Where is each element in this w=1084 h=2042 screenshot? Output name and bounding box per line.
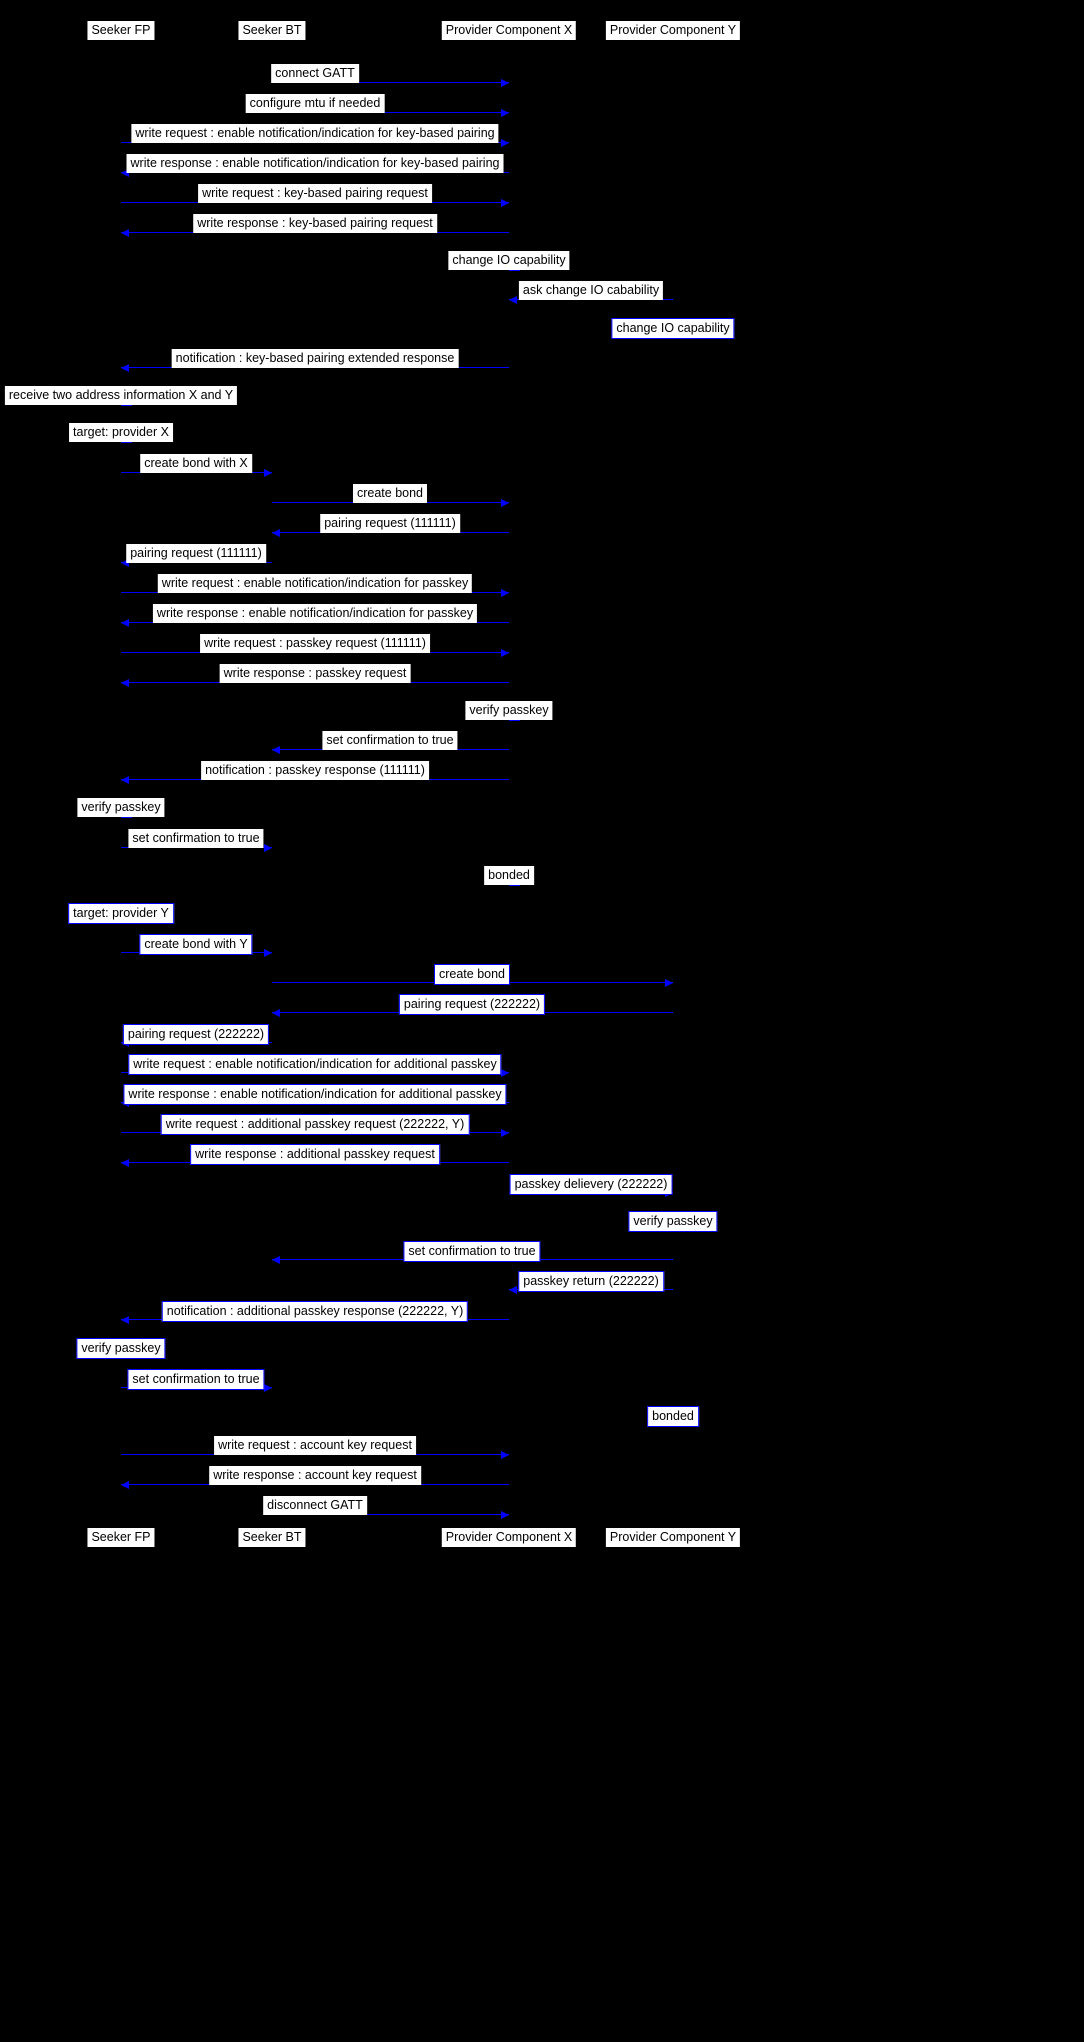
message-label: pairing request (222222) [123, 1024, 269, 1045]
message-label: verify passkey [76, 1338, 165, 1359]
message-label: pairing request (222222) [399, 994, 545, 1015]
lifeline-footer-2: Provider Component X [442, 1528, 576, 1547]
message-arrowhead [264, 469, 272, 477]
message-arrowhead [509, 1286, 517, 1294]
message-label: change IO capability [448, 251, 569, 270]
message-label: create bond [434, 964, 510, 985]
message-label: pairing request (111111) [126, 544, 266, 563]
message-arrowhead [121, 364, 129, 372]
message-label: change IO capability [611, 318, 734, 339]
message-arrowhead [501, 1129, 509, 1137]
message-arrowhead [501, 499, 509, 507]
message-label: create bond with Y [139, 934, 252, 955]
message-label: write request : account key request [214, 1436, 416, 1455]
message-arrowhead [272, 746, 280, 754]
message-arrowhead [121, 1316, 129, 1324]
message-arrowhead [501, 79, 509, 87]
message-label: write response : enable notification/indication for key-based pairing [127, 154, 504, 173]
lifeline-provider_y [673, 42, 674, 1528]
message-arrowhead [121, 1159, 129, 1167]
lifeline-header-provider_y: Provider Component Y [606, 21, 740, 40]
message-label: notification : additional passkey response (222222, Y) [162, 1301, 468, 1322]
message-arrowhead [121, 776, 129, 784]
message-label: write response : account key request [209, 1466, 421, 1485]
message-label: write response : enable notification/indication for additional passkey [123, 1084, 506, 1105]
message-label: ask change IO cabability [519, 281, 663, 300]
lifeline-footer-0: Seeker FP [87, 1528, 154, 1547]
message-arrowhead [501, 1451, 509, 1459]
message-label: bonded [484, 866, 534, 885]
message-label: notification : key-based pairing extended response [172, 349, 459, 368]
message-arrowhead [264, 844, 272, 852]
message-arrowhead [272, 1256, 280, 1264]
message-label: connect GATT [271, 64, 359, 83]
message-label: create bond [353, 484, 427, 503]
message-arrowhead [264, 1384, 272, 1392]
message-arrowhead [272, 529, 280, 537]
message-arrowhead [121, 229, 129, 237]
lifeline-header-seeker_fp: Seeker FP [87, 21, 154, 40]
message-label: set confirmation to true [128, 829, 263, 848]
message-arrowhead [509, 296, 517, 304]
message-arrowhead [501, 199, 509, 207]
message-label: pairing request (111111) [320, 514, 460, 533]
message-label: set confirmation to true [127, 1369, 264, 1390]
lifeline-header-seeker_bt: Seeker BT [238, 21, 305, 40]
message-label: notification : passkey response (111111) [201, 761, 429, 780]
lifeline-seeker_fp [121, 42, 122, 1528]
message-label: write request : enable notification/indication for key-based pairing [131, 124, 498, 143]
message-label: verify passkey [628, 1211, 717, 1232]
message-label: bonded [647, 1406, 699, 1427]
message-arrowhead [121, 679, 129, 687]
message-label: verify passkey [465, 701, 552, 720]
message-label: configure mtu if needed [246, 94, 385, 113]
message-label: set confirmation to true [403, 1241, 540, 1262]
message-arrowhead [501, 109, 509, 117]
message-label: target: provider Y [68, 903, 174, 924]
message-label: write request : passkey request (111111) [200, 634, 430, 653]
message-label: write response : passkey request [220, 664, 411, 683]
message-arrowhead [501, 649, 509, 657]
message-arrowhead [501, 589, 509, 597]
message-arrowhead [501, 1069, 509, 1077]
message-label: disconnect GATT [263, 1496, 367, 1515]
lifeline-footer-1: Seeker BT [238, 1528, 305, 1547]
message-arrowhead [665, 979, 673, 987]
message-label: write request : additional passkey request (222222, Y) [161, 1114, 470, 1135]
message-label: write response : key-based pairing request [193, 214, 437, 233]
lifeline-header-provider_x: Provider Component X [442, 21, 576, 40]
message-label: receive two address information X and Y [5, 386, 237, 405]
message-arrowhead [272, 1009, 280, 1017]
message-label: passkey return (222222) [518, 1271, 664, 1292]
message-arrowhead [264, 949, 272, 957]
message-label: write request : key-based pairing request [198, 184, 432, 203]
message-label: target: provider X [69, 423, 173, 442]
message-label: passkey delievery (222222) [510, 1174, 673, 1195]
message-arrowhead [121, 619, 129, 627]
message-label: verify passkey [77, 798, 164, 817]
lifeline-footer-3: Provider Component Y [606, 1528, 740, 1547]
message-label: write request : enable notification/indication for additional passkey [128, 1054, 501, 1075]
message-label: create bond with X [140, 454, 252, 473]
message-arrowhead [501, 139, 509, 147]
message-arrowhead [501, 1511, 509, 1519]
message-label: set confirmation to true [322, 731, 457, 750]
message-label: write response : additional passkey request [190, 1144, 440, 1165]
message-arrowhead [121, 1481, 129, 1489]
message-label: write request : enable notification/indication for passkey [158, 574, 472, 593]
message-label: write response : enable notification/indication for passkey [153, 604, 477, 623]
